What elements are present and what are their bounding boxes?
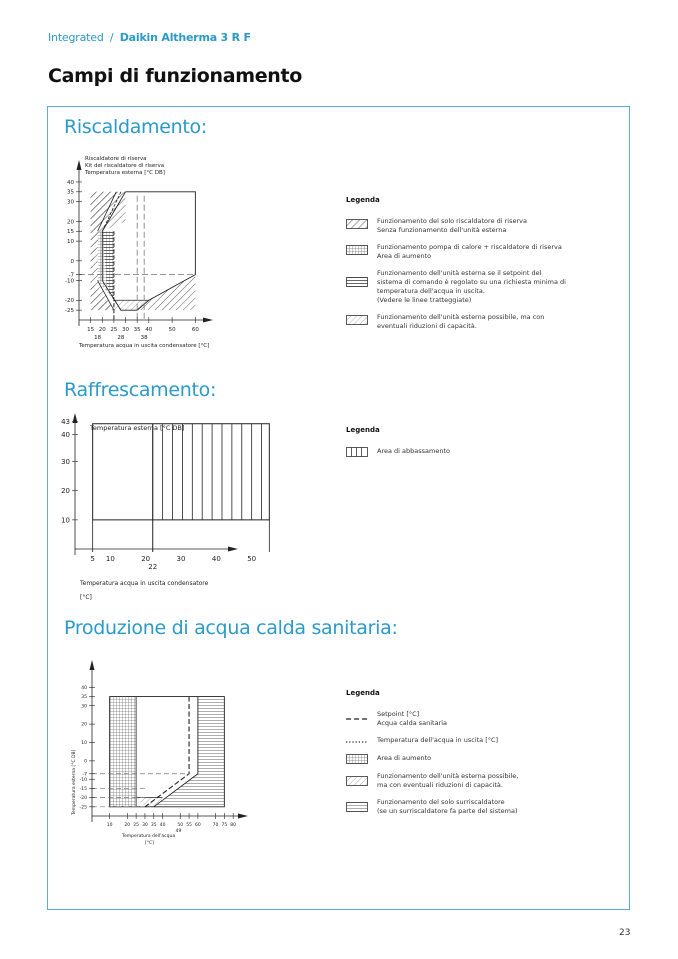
legend-text: Funzionamento pompa di calore + riscaldatore di riserva [377, 243, 562, 251]
dhw-x-tick-label: 25 [133, 823, 139, 828]
cooling-y-tick-label: 43 [61, 418, 70, 427]
breadcrumb-parent[interactable]: Integrated [48, 31, 104, 44]
grid-hatch-icon [346, 245, 368, 255]
dhw-y-tick-label: 0 [84, 759, 87, 765]
dhw-legend-title: Legenda [346, 689, 380, 697]
dhw-y-tick-label: -15 [79, 787, 87, 793]
heating-ylabel-line-3: Temperatura esterna [°C DB] [85, 170, 165, 176]
legend-text: (se un surriscaldatore fa parte del sistema) [377, 807, 518, 815]
dhw-section-title: Produzione di acqua calda sanitaria: [64, 617, 398, 639]
heating-x-tick-label: 35 [133, 327, 141, 333]
heating-x-tick-label-sub: 38 [140, 335, 148, 341]
heating-x-tick-label: 50 [168, 327, 176, 333]
dhw-y-tick-label: 35 [81, 695, 87, 701]
heating-y-tick-label: 15 [67, 229, 74, 236]
cooling-y-tick-label: 10 [61, 516, 70, 525]
dhw-x-tick-label: 80 [230, 823, 237, 828]
heating-x-tick-label-sub: 28 [117, 335, 125, 341]
breadcrumb-separator: / [109, 31, 114, 44]
cooling-operating-area [93, 424, 270, 520]
heating-y-tick-label: -25 [65, 308, 74, 315]
legend-text: eventuali riduzioni di capacità. [377, 322, 477, 330]
cooling-y-tick-label: 20 [61, 487, 70, 496]
dhw-x-tick-label: 20 [124, 823, 131, 828]
x-axis-arrow-icon [228, 547, 238, 552]
heating-legend-item [346, 269, 577, 305]
dhw-x-tick-label: 60 [195, 823, 201, 828]
legend-text: Funzionamento dell'unità esterna se il setpoint del [377, 269, 542, 277]
heating-legend-item [346, 243, 577, 261]
dhw-legend-item [346, 798, 577, 816]
legend-text: Acqua calda sanitaria [377, 719, 448, 727]
heating-y-tick-label: 35 [67, 189, 74, 196]
diagonal-hatch-icon [346, 776, 368, 786]
dhw-y-tick-label: -25 [79, 805, 87, 811]
dhw-legend-item [346, 772, 577, 790]
dhw-x-tick-label: 35 [150, 823, 157, 828]
legend-text: Temperatura dell'acqua in uscita [°C] [377, 736, 499, 744]
horizontal-hatch-icon [346, 277, 368, 287]
dhw-ylabel: Temperatura esterna [°C DB] [72, 749, 77, 815]
dhw-x-tick-label: 10 [106, 823, 113, 828]
light-diagonal-hatch-icon [346, 315, 368, 325]
heating-ylabel-line-1: Riscaldatore di riserva [85, 156, 147, 162]
cooling-x-tick-label: 30 [176, 555, 186, 563]
heating-y-tick-label: 20 [67, 219, 74, 226]
cooling-x-tick-label: 22 [148, 563, 158, 571]
dhw-xlabel-line-2: [°C] [145, 841, 154, 846]
heating-x-tick-label: 60 [191, 327, 199, 333]
heating-legend-item [346, 217, 577, 235]
y-axis-arrow-icon [77, 160, 82, 170]
cooling-y-tick-label: 40 [61, 430, 70, 439]
legend-text: Area di abbassamento [377, 447, 450, 455]
heating-y-tick-label: -7 [68, 272, 74, 279]
cooling-legend [346, 426, 577, 465]
cooling-xlabel-line-1: Temperatura acqua in uscita condensatore [80, 580, 209, 587]
heating-legend [346, 196, 577, 339]
dhw-legend-item [346, 736, 577, 746]
page-title: Campi di funzionamento [48, 65, 303, 87]
cooling-legend-title: Legenda [346, 426, 380, 434]
dhw-x-tick-label-sub: 49 [175, 829, 182, 834]
dhw-y-tick-label: -10 [79, 777, 87, 783]
heating-x-tick-label: 40 [145, 327, 153, 333]
legend-text: temperatura dell'acqua in uscita. [377, 287, 485, 295]
heating-y-tick-label: -20 [65, 298, 74, 305]
heating-y-tick-label: 0 [70, 258, 74, 265]
heating-legend-item [346, 313, 577, 331]
cooling-legend-item [346, 447, 577, 457]
dhw-x-tick-label: 40 [159, 823, 166, 828]
legend-text: sistema di comando è regolato su una richiesta minima di [377, 278, 566, 286]
x-axis-arrow-icon [203, 318, 213, 323]
dhw-y-tick-label: 10 [81, 741, 87, 747]
cooling-x-tick-label: 5 [90, 555, 95, 563]
heating-y-tick-label: 30 [67, 199, 74, 206]
vertical-hatch-icon [346, 447, 368, 457]
legend-text: Funzionamento dell'unità esterna possibile, [377, 772, 519, 780]
heating-y-tick-label: 40 [67, 179, 74, 186]
dhw-x-tick-label: 30 [142, 823, 148, 828]
grid-hatch-icon [346, 754, 368, 764]
cooling-xlabel-line-2: [°C] [80, 594, 92, 601]
dhw-y-tick-label: 20 [81, 722, 87, 728]
cooling-x-tick-label: 50 [247, 555, 257, 563]
dhw-chart [62, 660, 252, 850]
x-axis-arrow-icon [238, 814, 248, 819]
diagonal-hatch-icon [346, 219, 368, 229]
legend-text: Funzionamento del solo surriscaldatore [377, 798, 505, 806]
dhw-legend-item [346, 710, 577, 728]
cooling-ylabel: Temperatura esterna [°C DB] [90, 424, 185, 432]
legend-text: Setpoint [°C] [377, 710, 420, 718]
legend-text: Area di aumento [377, 252, 432, 260]
breadcrumb-current: Daikin Altherma 3 R F [119, 31, 251, 44]
cooling-x-tick-label: 40 [211, 555, 221, 563]
breadcrumb [48, 31, 251, 44]
horizontal-hatch-icon [346, 802, 368, 812]
heating-x-tick-label: 30 [122, 327, 130, 333]
dhw-y-tick-label: 40 [81, 685, 87, 691]
heating-x-tick-label: 25 [110, 327, 118, 333]
dhw-legend-item [346, 754, 577, 764]
legend-text: Area di aumento [377, 754, 432, 762]
legend-text: (Vedere le linee tratteggiate) [377, 296, 472, 304]
dhw-y-tick-label: -7 [82, 772, 87, 778]
dotted-line-icon [346, 736, 368, 746]
dhw-x-tick-label: 75 [221, 823, 228, 828]
heating-y-tick-label: 10 [67, 239, 74, 246]
legend-text: Senza funzionamento dell'unità esterna [377, 226, 507, 234]
dhw-x-tick-label: 50 [177, 823, 184, 828]
heating-x-tick-label: 20 [98, 327, 106, 333]
heating-chart [55, 148, 225, 358]
cooling-x-tick-label: 10 [105, 555, 115, 563]
heating-x-tick-label: 15 [87, 327, 95, 333]
boost-region [110, 697, 136, 807]
dhw-y-tick-label: 30 [81, 704, 87, 710]
dhw-xlabel-line-1: Temperatura dell'acqua [122, 834, 176, 839]
dhw-x-tick-label: 70 [212, 823, 219, 828]
heating-section-title: Riscaldamento: [64, 116, 207, 138]
cooling-x-tick-label: 20 [141, 555, 151, 563]
legend-text: Funzionamento dell'unità esterna possibile, ma con [377, 313, 545, 321]
heating-x-tick-label-sub: 18 [94, 335, 102, 341]
backup-heater-region [137, 275, 195, 311]
cooling-section-title: Raffrescamento: [64, 379, 217, 401]
heating-ylabel-line-2: Kit del riscaldatore di riserva [85, 163, 165, 169]
legend-text: ma con eventuali riduzioni di capacità. [377, 781, 503, 789]
dhw-legend [346, 689, 577, 824]
dhw-y-tick-label: -20 [79, 796, 87, 802]
cooling-y-tick-label: 30 [61, 458, 70, 467]
heating-legend-title: Legenda [346, 196, 380, 204]
cooling-chart [55, 415, 255, 605]
dhw-x-tick-label: 55 [186, 823, 192, 828]
y-axis-arrow-icon [90, 660, 95, 670]
legend-text: Funzionamento del solo riscaldatore di riserva [377, 217, 527, 225]
heating-xlabel: Temperatura acqua in uscita condensatore [°C] [79, 343, 210, 349]
heating-y-tick-label: -10 [65, 278, 74, 285]
dashed-line-icon [346, 714, 368, 724]
page-number: 23 [619, 928, 631, 938]
